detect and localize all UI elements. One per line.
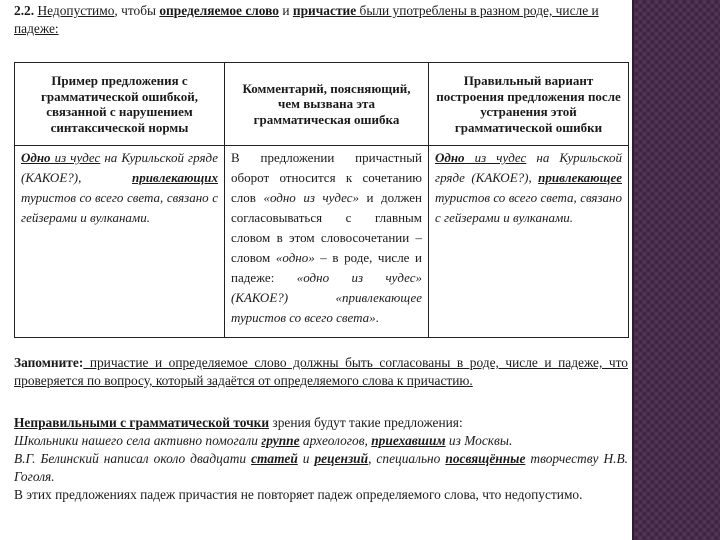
- s2-participle: посвящённые: [445, 451, 526, 466]
- s2-noun-2: рецензий: [314, 451, 369, 466]
- decorative-sidebar: [632, 0, 720, 540]
- heading-text-1: Недопустимо: [37, 3, 115, 18]
- heading-text-4: и: [279, 3, 293, 18]
- comment-text-3: и должен согласовываться с главным словом в этом словосочетании – словом: [231, 190, 422, 265]
- example-text-end: туристов со всего света, связано с гейзерами и вулканами.: [21, 190, 218, 225]
- incorrect-intro: [14, 414, 628, 432]
- s1-text-a: Школьники нашего села активно помогали: [14, 433, 262, 448]
- comment-text-6: «одно из чудес» (КАКОЕ?) «привлекающее туристов со всего света»: [231, 270, 422, 325]
- example-participle: привлекающих: [131, 170, 218, 185]
- incorrect-intro-rest: зрения будут такие предложения:: [269, 415, 463, 430]
- example-word-one: Одно: [21, 150, 51, 165]
- incorrect-examples: [14, 414, 628, 504]
- s2-text-e: , специально: [368, 451, 446, 466]
- heading-text-6: были употреблены в разном роде, числе и падеже:: [14, 3, 599, 36]
- correct-from-wonders: из чудес: [464, 150, 527, 165]
- cell-correct: [429, 146, 629, 338]
- incorrect-label: Неправильными с грамматической точки: [14, 415, 270, 430]
- comment-text-1: В предложении причастный оборот относится к сочетанию слов: [231, 150, 422, 205]
- example-text-mid: на Курильской гряде (КАКОЕ?),: [21, 150, 218, 185]
- correct-participle: привлекающее: [538, 170, 622, 185]
- table-header-row: [15, 63, 629, 146]
- cell-example: [15, 146, 225, 338]
- header-example: Пример предложения с грамматической ошибкой, связанной с нарушением синтаксической нормы: [15, 63, 225, 146]
- s2-text-a: В.Г. Белинский написал около двадцати: [14, 451, 252, 466]
- s2-text-g: творчеству Н.В. Гоголя.: [14, 451, 628, 484]
- incorrect-conclusion: В этих предложениях падеж причастия не повторяет падеж определяемого слова, что недопустимо.: [14, 487, 583, 502]
- rule-heading: [14, 2, 626, 38]
- comment-text-4: «одно»: [275, 250, 315, 265]
- incorrect-sentence-1: [14, 432, 628, 450]
- grammar-table: [14, 62, 629, 338]
- correct-word-one: Одно: [435, 150, 465, 165]
- remember-note: [14, 354, 628, 390]
- s1-noun: группе: [261, 433, 300, 448]
- cell-comment: [225, 146, 429, 338]
- remember-text: причастие и определяемое слово должны быть согласованы в роде, числе и падеже, что проверяется по вопросу, который задаётся от определяемого слова к причастию.: [14, 355, 628, 388]
- comment-text-5: – в роде, числе и падеже:: [231, 250, 422, 285]
- comment-text-2: «одно из чудес»: [263, 190, 359, 205]
- heading-text-2: , чтобы: [114, 3, 160, 18]
- s1-text-c: археологов,: [299, 433, 372, 448]
- s2-text-c: и: [297, 451, 315, 466]
- correct-text-mid: на Курильской гряде (КАКОЕ?),: [435, 150, 623, 185]
- s2-noun-1: статей: [251, 451, 298, 466]
- rule-number: 2.2.: [14, 3, 35, 18]
- s1-text-e: из Москвы.: [445, 433, 513, 448]
- incorrect-sentence-2: [14, 450, 628, 486]
- header-comment: Комментарий, поясняющий, чем вызвана эта грамматическая ошибка: [225, 63, 429, 146]
- sidebar-divider: [632, 0, 634, 540]
- table-row: [15, 146, 629, 338]
- correct-text-end: туристов со всего света, связано с гейзерами и вулканами.: [435, 190, 622, 225]
- example-from-wonders: из чудес: [50, 150, 101, 165]
- s1-participle: приехавшим: [371, 433, 446, 448]
- remember-label: Запомните:: [14, 355, 84, 370]
- comment-text-7: .: [375, 310, 379, 325]
- heading-text-5: причастие: [292, 3, 357, 18]
- heading-text-3: определяемое слово: [159, 3, 279, 18]
- header-correct: Правильный вариант построения предложения после устранения этой грамматической ошибки: [429, 63, 629, 146]
